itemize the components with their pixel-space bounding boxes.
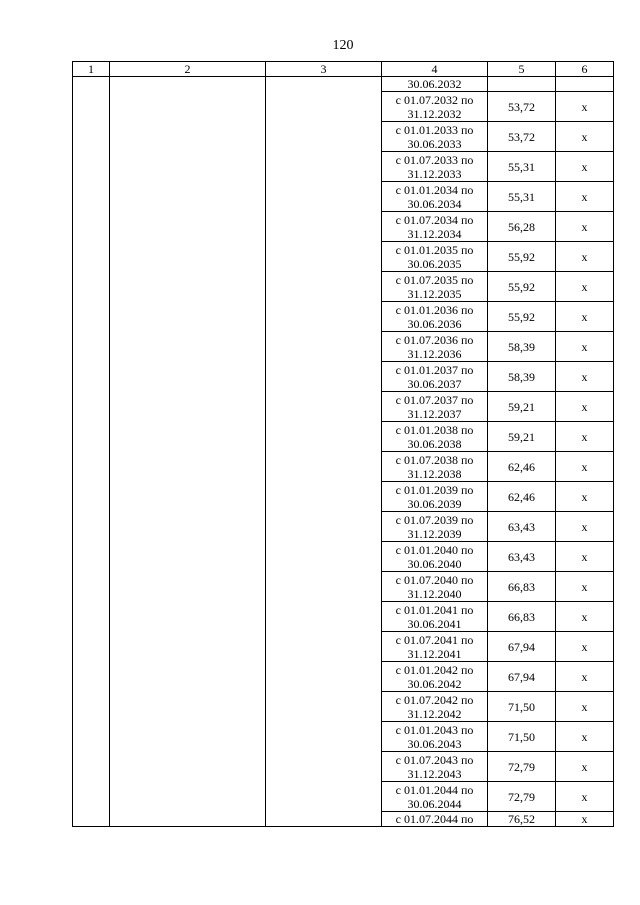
mark-cell: х <box>556 362 614 392</box>
period-cell: с 01.07.2032 по 31.12.2032 <box>382 92 488 122</box>
mark-cell: х <box>556 242 614 272</box>
period-cell-fragment: с 01.07.2044 по <box>382 812 488 827</box>
value-cell: 55,92 <box>488 242 556 272</box>
value-cell: 59,21 <box>488 422 556 452</box>
period-cell: с 01.01.2039 по 30.06.2039 <box>382 482 488 512</box>
period-cell-fragment: 30.06.2032 <box>382 77 488 92</box>
period-cell: с 01.07.2039 по 31.12.2039 <box>382 512 488 542</box>
value-cell: 58,39 <box>488 332 556 362</box>
mark-cell: х <box>556 632 614 662</box>
mark-cell: х <box>556 572 614 602</box>
value-cell: 56,28 <box>488 212 556 242</box>
value-cell: 63,43 <box>488 542 556 572</box>
page-number: 120 <box>332 38 354 53</box>
value-cell: 71,50 <box>488 692 556 722</box>
mark-cell: х <box>556 692 614 722</box>
period-cell: с 01.07.2033 по 31.12.2033 <box>382 152 488 182</box>
period-cell: с 01.07.2036 по 31.12.2036 <box>382 332 488 362</box>
period-cell: с 01.07.2034 по 31.12.2034 <box>382 212 488 242</box>
period-cell: с 01.07.2042 по 31.12.2042 <box>382 692 488 722</box>
period-cell: с 01.07.2041 по 31.12.2041 <box>382 632 488 662</box>
period-cell: с 01.01.2041 по 30.06.2041 <box>382 602 488 632</box>
mark-cell: х <box>556 452 614 482</box>
mark-cell: х <box>556 512 614 542</box>
mark-cell: х <box>556 752 614 782</box>
period-cell: с 01.01.2034 по 30.06.2034 <box>382 182 488 212</box>
period-cell: с 01.07.2035 по 31.12.2035 <box>382 272 488 302</box>
value-cell: 55,92 <box>488 302 556 332</box>
period-cell: с 01.01.2042 по 30.06.2042 <box>382 662 488 692</box>
value-cell-empty <box>488 77 556 92</box>
period-cell: с 01.07.2043 по 31.12.2043 <box>382 752 488 782</box>
value-cell: 72,79 <box>488 782 556 812</box>
value-cell: 66,83 <box>488 572 556 602</box>
mark-cell: х <box>556 662 614 692</box>
value-cell: 62,46 <box>488 452 556 482</box>
mark-cell-empty <box>556 77 614 92</box>
mark-cell: х <box>556 122 614 152</box>
mark-cell: х <box>556 302 614 332</box>
value-cell: 67,94 <box>488 662 556 692</box>
column-header-3: 3 <box>266 62 382 77</box>
column-header-2: 2 <box>110 62 266 77</box>
value-cell: 67,94 <box>488 632 556 662</box>
period-cell: с 01.01.2040 по 30.06.2040 <box>382 542 488 572</box>
mark-cell-fragment: х <box>556 812 614 827</box>
header-row <box>73 62 614 77</box>
column-header-4: 4 <box>382 62 488 77</box>
column-header-5: 5 <box>488 62 556 77</box>
value-cell: 55,31 <box>488 182 556 212</box>
mark-cell: х <box>556 722 614 752</box>
period-cell: с 01.01.2035 по 30.06.2035 <box>382 242 488 272</box>
value-cell: 58,39 <box>488 362 556 392</box>
mark-cell: х <box>556 152 614 182</box>
period-cell: с 01.01.2037 по 30.06.2037 <box>382 362 488 392</box>
mark-cell: х <box>556 542 614 572</box>
mark-cell: х <box>556 332 614 362</box>
period-cell: с 01.01.2043 по 30.06.2043 <box>382 722 488 752</box>
value-cell: 72,79 <box>488 752 556 782</box>
mark-cell: х <box>556 92 614 122</box>
value-cell: 53,72 <box>488 122 556 152</box>
period-cell: с 01.01.2044 по 30.06.2044 <box>382 782 488 812</box>
value-cell: 62,46 <box>488 482 556 512</box>
mark-cell: х <box>556 602 614 632</box>
period-cell: с 01.01.2038 по 30.06.2038 <box>382 422 488 452</box>
value-cell: 55,31 <box>488 152 556 182</box>
period-cell: с 01.01.2033 по 30.06.2033 <box>382 122 488 152</box>
column-2-cell <box>110 77 266 827</box>
period-cell: с 01.01.2036 по 30.06.2036 <box>382 302 488 332</box>
column-header-6: 6 <box>556 62 614 77</box>
mark-cell: х <box>556 422 614 452</box>
period-cell: с 01.07.2037 по 31.12.2037 <box>382 392 488 422</box>
column-1-cell <box>73 77 110 827</box>
mark-cell: х <box>556 392 614 422</box>
value-cell: 71,50 <box>488 722 556 752</box>
value-cell: 59,21 <box>488 392 556 422</box>
table-row-fragment-top <box>73 77 614 92</box>
mark-cell: х <box>556 182 614 212</box>
value-cell: 66,83 <box>488 602 556 632</box>
mark-cell: х <box>556 782 614 812</box>
value-cell: 55,92 <box>488 272 556 302</box>
mark-cell: х <box>556 212 614 242</box>
period-cell: с 01.07.2038 по 31.12.2038 <box>382 452 488 482</box>
mark-cell: х <box>556 272 614 302</box>
column-header-1: 1 <box>73 62 110 77</box>
column-3-cell <box>266 77 382 827</box>
value-cell: 63,43 <box>488 512 556 542</box>
tariff-table <box>72 61 614 827</box>
period-cell: с 01.07.2040 по 31.12.2040 <box>382 572 488 602</box>
value-cell: 53,72 <box>488 92 556 122</box>
value-cell-fragment: 76,52 <box>488 812 556 827</box>
mark-cell: х <box>556 482 614 512</box>
